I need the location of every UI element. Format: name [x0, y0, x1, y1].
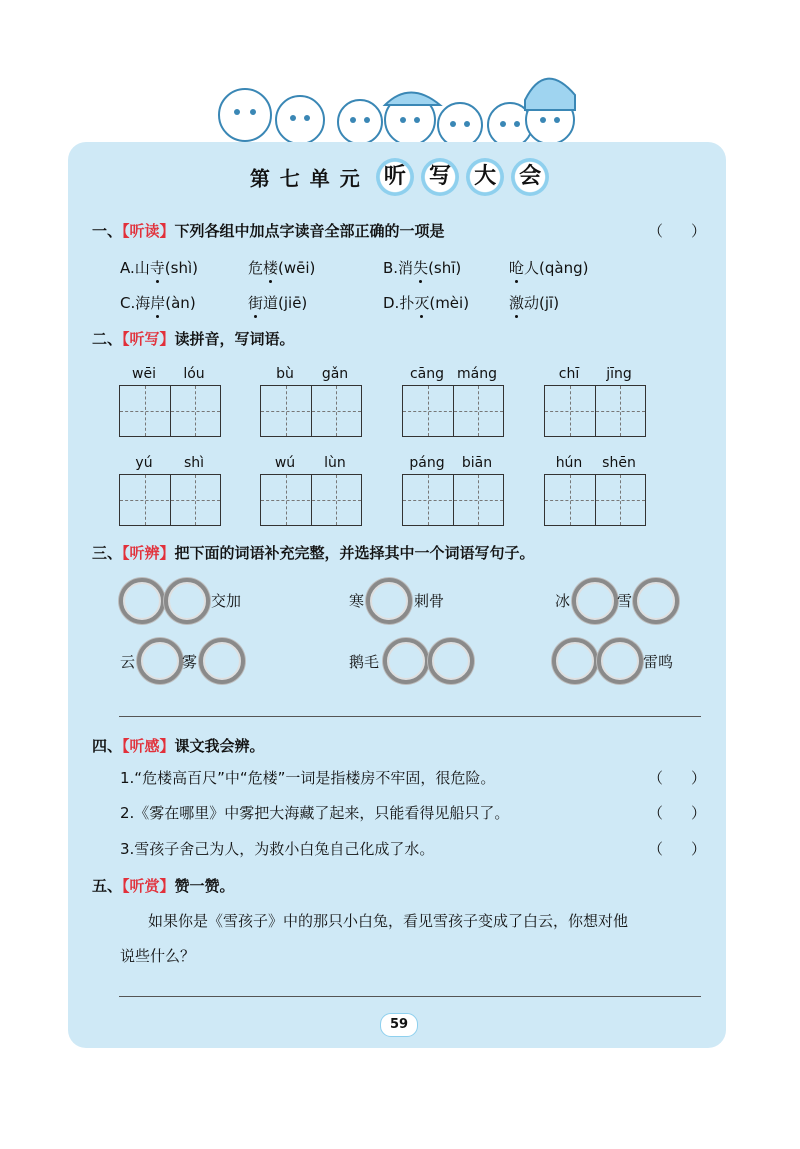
pinyin-label: wēi: [132, 366, 156, 382]
pinyin-label: bù: [276, 366, 294, 382]
pinyin-label: cāng: [409, 366, 445, 382]
writing-grid[interactable]: [544, 385, 646, 437]
pinyin-label: yú: [135, 455, 153, 471]
blank-circle[interactable]: [572, 578, 618, 624]
pinyin-label: wú: [274, 455, 296, 471]
answer-line[interactable]: [119, 996, 701, 997]
pinyin-label: shì: [183, 455, 205, 471]
blank-circle[interactable]: [164, 578, 210, 624]
blank-circle[interactable]: [597, 638, 643, 684]
idiom-text: 交加: [211, 592, 242, 610]
pinyin-label: biān: [461, 455, 493, 471]
blank-circle[interactable]: [633, 578, 679, 624]
section3-heading: 三、【听辨】把下面的词语补充完整，并选择其中一个词语写句子。: [92, 544, 535, 562]
pinyin-label: lùn: [324, 455, 346, 471]
page-title: [0, 158, 800, 198]
option-a2: 危楼(wēi): [248, 259, 316, 277]
writing-grid[interactable]: [260, 385, 362, 437]
pinyin-label: lóu: [183, 366, 205, 382]
option-a1: A.山寺(shì): [120, 259, 198, 277]
writing-grid[interactable]: [119, 474, 221, 526]
option-c2: 街道(jiē): [248, 294, 308, 312]
idiom-text: 刺骨: [414, 592, 445, 610]
blank-circle[interactable]: [366, 578, 412, 624]
idiom-text: 云: [120, 653, 136, 671]
title-char: 写: [421, 158, 459, 196]
section-tag: 【听读】: [122, 222, 175, 240]
idiom-text: 冰: [555, 592, 571, 610]
answer-line[interactable]: [119, 716, 701, 717]
blank-circle[interactable]: [383, 638, 429, 684]
pinyin-label: máng: [457, 366, 497, 382]
title-char: 听: [376, 158, 414, 196]
option-d2: 激动(jī): [509, 294, 560, 312]
option-b1: B.消失(shī): [383, 259, 462, 277]
pinyin-label: jīng: [606, 366, 632, 382]
section1-heading: [92, 220, 445, 241]
pinyin-label: páng: [409, 455, 445, 471]
writing-grid[interactable]: [402, 474, 504, 526]
idiom-text: 雾: [182, 653, 198, 671]
writing-grid[interactable]: [119, 385, 221, 437]
idiom-text: 雷鸣: [643, 653, 674, 671]
section-number: 一、: [92, 222, 123, 240]
writing-grid[interactable]: [260, 474, 362, 526]
blank-circle[interactable]: [428, 638, 474, 684]
option-c1: C.海岸(àn): [120, 294, 196, 312]
answer-paren[interactable]: （）: [648, 222, 735, 240]
option-d1: D.扑灭(mèi): [383, 294, 470, 312]
writing-grid[interactable]: [544, 474, 646, 526]
title-char: 大: [466, 158, 504, 196]
judge-item: 3.雪孩子舍己为人，为救小白兔自己化成了水。: [120, 840, 435, 858]
pinyin-label: chī: [558, 366, 580, 382]
section2-heading: 二、【听写】读拼音，写词语。: [92, 330, 295, 348]
section5-heading: 五、【听赏】赞一赞。: [92, 877, 235, 895]
answer-paren[interactable]: （）: [648, 769, 735, 787]
writing-grid[interactable]: [402, 385, 504, 437]
answer-paren[interactable]: （）: [648, 804, 735, 822]
title-char: 会: [511, 158, 549, 196]
option-b2: 呛人(qàng): [509, 259, 589, 277]
answer-paren[interactable]: （）: [648, 840, 735, 858]
blank-circle[interactable]: [199, 638, 245, 684]
pinyin-label: hún: [555, 455, 583, 471]
pinyin-label: shēn: [602, 455, 636, 471]
section4-heading: 四、【听感】课文我会辨。: [92, 737, 265, 755]
blank-circle[interactable]: [119, 578, 165, 624]
idiom-text: 鹅毛: [349, 653, 380, 671]
pinyin-label: gǎn: [321, 366, 349, 382]
page-number: 59: [380, 1013, 418, 1037]
idiom-text: 雪: [617, 592, 633, 610]
judge-item: 2.《雾在哪里》中雾把大海藏了起来，只能看得见船只了。: [120, 804, 510, 822]
title-plain: 第七单元: [249, 166, 370, 191]
prompt-text-line1: 如果你是《雪孩子》中的那只小白兔，看见雪孩子变成了白云，你想对他: [148, 912, 629, 930]
blank-circle[interactable]: [552, 638, 598, 684]
blank-circle[interactable]: [137, 638, 183, 684]
prompt-text-line2: 说些什么？: [120, 947, 196, 965]
judge-item: 1.“危楼高百尺”中“危楼”一词是指楼房不牢固，很危险。: [120, 769, 496, 787]
section-prompt: 下列各组中加点字读音全部正确的一项是: [174, 222, 445, 240]
idiom-text: 寒: [349, 592, 365, 610]
